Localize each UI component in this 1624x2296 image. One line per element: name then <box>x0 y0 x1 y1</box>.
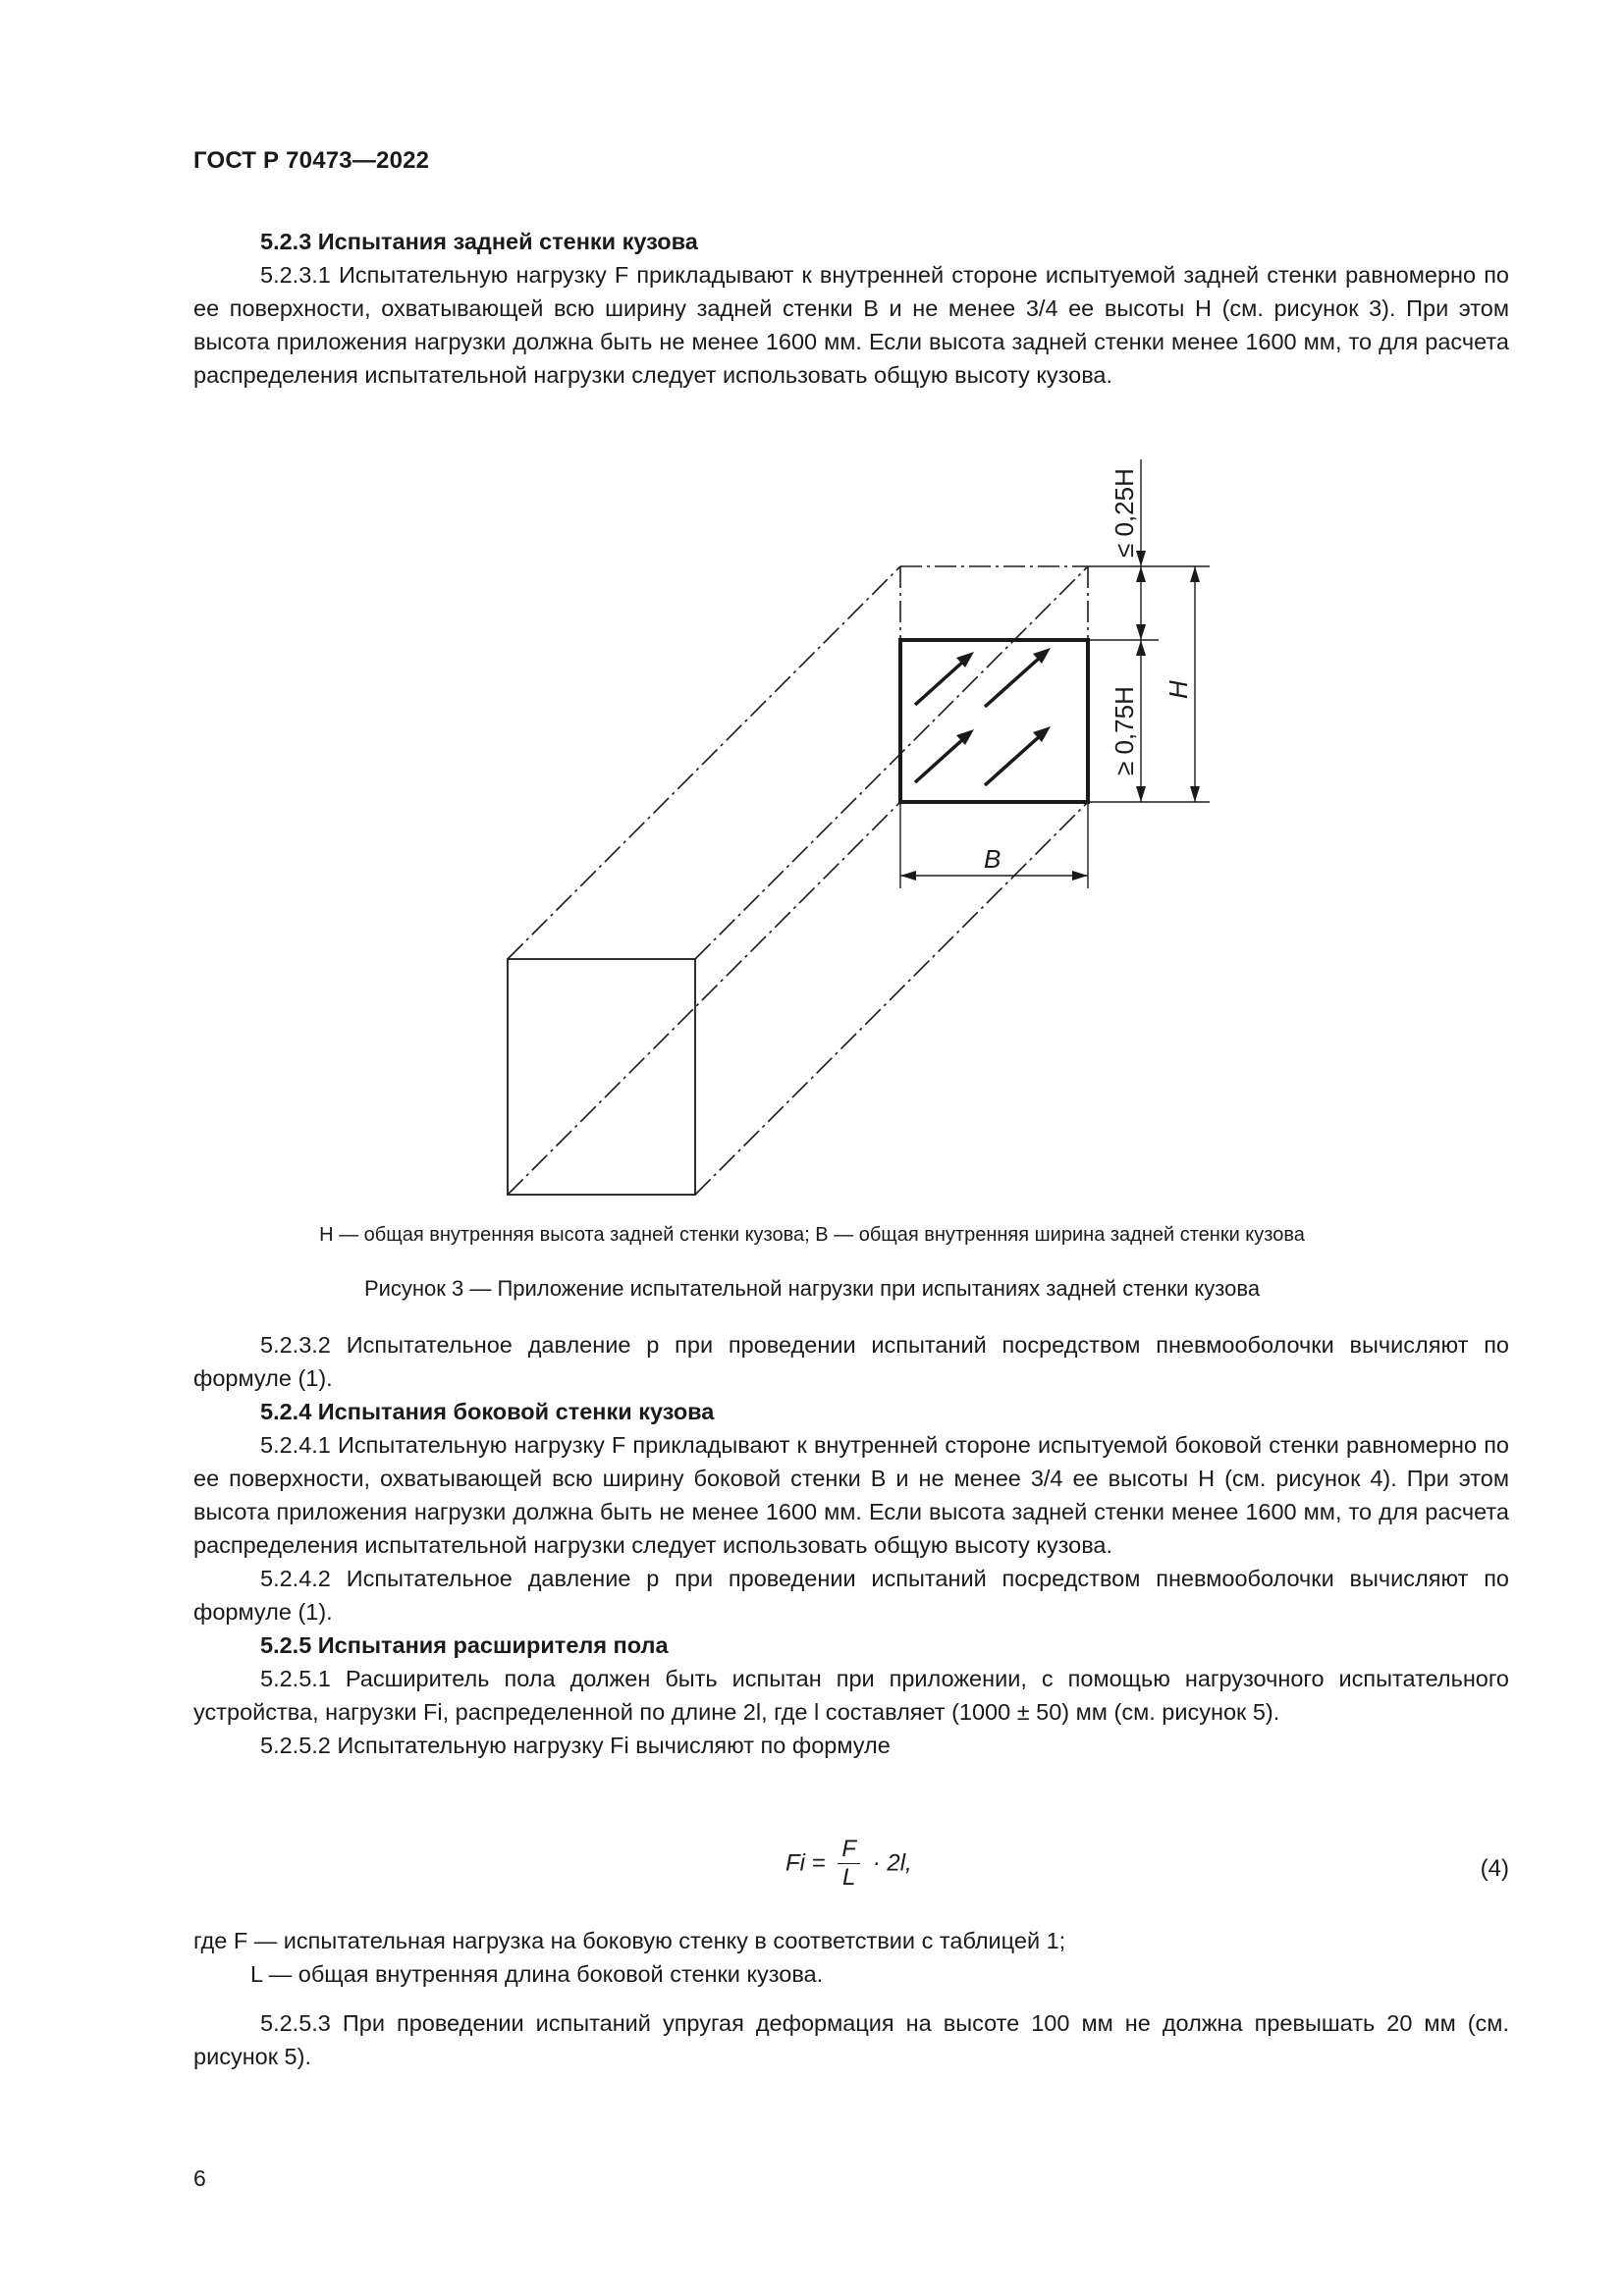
explanation-F: где F — испытательная нагрузка на боковую стенку в соответствии с таблицей 1; <box>193 1928 1066 1953</box>
formula-lhs: Fi = <box>785 1849 826 1877</box>
formula-number: (4) <box>1480 1855 1509 1882</box>
paragraph-5-2-4-1: 5.2.4.1 Испытательную нагрузку F прикладывают к внутренней стороне испытуемой боковой стенки равномерно по ее поверхности, охватывающей всю ширину боковой стенки B и не менее 3/4 ее высоты H (см. рисунок 4). При этом высота приложения нагрузки должна быть не менее 1600 мм. Если высота задней стенки менее 1600 мм, то для расчета распределения испытательной нагрузки следует использовать общую высоту кузова. <box>193 1432 1509 1558</box>
section-title-5-2-3: 5.2.3 Испытания задней стенки кузова <box>260 229 698 254</box>
page-number: 6 <box>193 2165 206 2191</box>
section-5-2-3-2-to-5-2-5-2 <box>193 1328 1509 1762</box>
section-title-5-2-4: 5.2.4 Испытания боковой стенки кузова <box>260 1399 715 1424</box>
box-edge-bottom-left <box>508 802 900 1195</box>
label-075H: ≥ 0,75H <box>1110 686 1139 775</box>
box-edge-top-right <box>695 566 1088 959</box>
box-edge-bottom-right <box>695 802 1088 1195</box>
label-025H: ≤ 0,25H <box>1110 468 1139 558</box>
formula-explanation <box>193 1924 1065 1991</box>
paragraph-5-2-3-2: 5.2.3.2 Испытательное давление p при проведении испытаний посредством пневмооболочки вычисляют по формуле (1). <box>193 1332 1509 1391</box>
box-edge-top-left <box>508 566 900 959</box>
formula-4 <box>785 1836 912 1892</box>
document-header: ГОСТ Р 70473—2022 <box>193 147 430 174</box>
formula-fraction <box>838 1836 860 1892</box>
paragraph-5-2-5-2: 5.2.5.2 Испытательную нагрузку Fi вычисляют по формуле <box>260 1733 891 1758</box>
label-B: B <box>984 844 1001 874</box>
front-face <box>508 959 695 1195</box>
paragraph-5-2-4-2: 5.2.4.2 Испытательное давление p при проведении испытаний посредством пневмооболочки вычисляют по формуле (1). <box>193 1566 1509 1625</box>
section-title-5-2-5: 5.2.5 Испытания расширителя пола <box>260 1632 669 1658</box>
formula-numerator: F <box>838 1836 860 1864</box>
formula-rhs: · 2l, <box>872 1849 912 1877</box>
figure-caption: Рисунок 3 — Приложение испытательной нагрузки при испытаниях задней стенки кузова <box>363 1276 1261 1301</box>
paragraph-5-2-3-1: 5.2.3.1 Испытательную нагрузку F прикладывают к внутренней стороне испытуемой задней стенки равномерно по ее поверхности, охватывающей всю ширину задней стенки B и не менее 3/4 ее высоты H (см. рисунок 3). При этом высота приложения нагрузки должна быть не менее 1600 мм. Если высота задней стенки менее 1600 мм, то для расчета распределения испытательной нагрузки следует использовать общую высоту кузова. <box>193 262 1509 388</box>
paragraph-5-2-5-1: 5.2.5.1 Расширитель пола должен быть испытан при приложении, с помощью нагрузочного испытательного устройства, нагрузки Fi, распределенной по длине 2l, где l составляет (1000 ± 50) мм (см. рисунок 5). <box>193 1666 1509 1725</box>
paragraph-5-2-5-3: 5.2.5.3 При проведении испытаний упругая деформация на высоте 100 мм не должна превышать 20 мм (см. рисунок 5). <box>193 2010 1509 2069</box>
label-H: H <box>1164 680 1193 699</box>
explanation-L: L — общая внутренняя длина боковой стенки кузова. <box>250 1961 824 1987</box>
formula-denominator: L <box>842 1864 856 1891</box>
section-5-2-5-3 <box>193 2006 1509 2073</box>
figure-legend: H — общая внутренняя высота задней стенки кузова; B — общая внутренняя ширина задней стенки кузова <box>319 1224 1305 1246</box>
